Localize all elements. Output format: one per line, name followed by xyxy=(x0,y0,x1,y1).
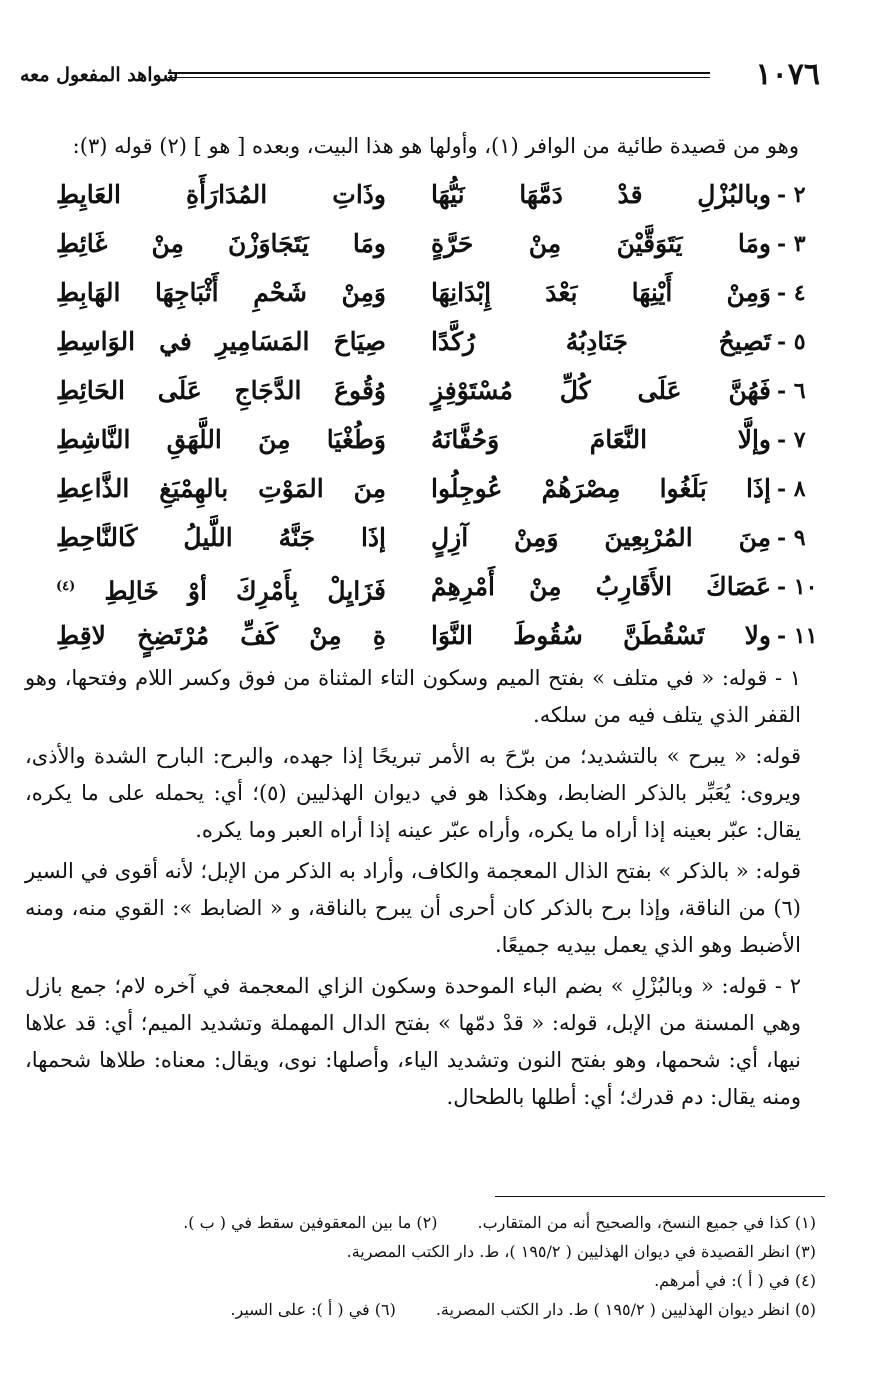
footnote-text: (١) كذا في جميع النسخ، والصحيح أنه من المتقارب. xyxy=(477,1213,816,1232)
footnotes xyxy=(40,1208,816,1324)
commentary xyxy=(25,660,801,1120)
verse-second-text: وَطُغْيَا مِنَ اللَّهَقِ النَّاشِطِ xyxy=(56,425,386,454)
verse-first-hemistich: فَهُنَّ عَلَى كُلِّ مُسْتَوْفِزٍ xyxy=(431,376,771,405)
footnote-text: (٤) في ( أ ): في أمرهم. xyxy=(654,1271,816,1290)
verse-first-hemistich: وبالبُزْلِ قدْ دَمَّهَا نَيُّهَا xyxy=(431,180,771,209)
verse-second-text: وذَاتِ المُدَارَأَةِ العَايِطِ xyxy=(56,180,386,209)
footnote-text: (٦) في ( أ ): على السير. xyxy=(230,1300,396,1319)
verse-number: ١١ - xyxy=(777,623,818,649)
footnote-line xyxy=(40,1208,816,1237)
verse-second-hemistich xyxy=(56,368,386,414)
footnote-line xyxy=(40,1266,816,1295)
verse-number: ٥ - xyxy=(777,329,806,355)
verse-second-text: فَزَايِلْ بِأَمْرِكَ أوْ خَالِطِ xyxy=(104,576,386,606)
verse-first-hemistich: مِنَ المُرْبِعِينَ وَمِنْ آزِلٍ xyxy=(431,523,771,552)
page-header xyxy=(20,55,820,95)
verse-line xyxy=(0,515,891,561)
verse-first-hemistich: عَصَاكَ الأَقَارِبُ مِنْ أَمْرِهِمْ xyxy=(431,572,771,601)
verse-line xyxy=(0,466,891,512)
verse-number: ٣ - xyxy=(777,231,806,257)
footnote-text: (٣) انظر القصيدة في ديوان الهذليين ( ١٩٥/٢ )، ط. دار الكتب المصرية. xyxy=(346,1242,816,1261)
running-head: شواهد المفعول معه xyxy=(20,64,179,86)
verse-line xyxy=(0,319,891,365)
verse-first-hemistich: تَصِيحُ جَنَادِبُهُ رُكَّدًا xyxy=(431,327,771,356)
verse-second-hemistich xyxy=(56,564,386,614)
commentary-paragraph: ٢ - قوله: « وبالبُزْلِ » بضم الباء الموحدة وسكون الزاي المعجمة في آخره لام؛ جمع بازل وهي المسنة من الإبل، قوله: « قدْ دمّها » بفتح الدال المهملة وتشديد الميم؛ أي: قد علاها نيها، أي: شحمها، وهو بفتح النون وتشديد الياء، وأصلها: نوى، ويقال: معناه: طلاها شحمها، ومنه يقال: دم قدرك؛ أي: أطلها بالطحال. xyxy=(25,974,801,1109)
verse-first-hemistich: وَمِنْ أَيْنِهَا بَعْدَ إِبْدَانِهَا xyxy=(431,278,771,307)
verse-first-hemistich: ومَا يَتَوَقَّيْنَ مِنْ حَرَّةٍ xyxy=(431,229,771,258)
verse-second-text: وَمِنْ شَحْمِ أَثْبَاجِهَا الهَابِطِ xyxy=(56,278,386,307)
footnote-rule xyxy=(495,1196,825,1197)
verse-line xyxy=(0,172,891,218)
verse-second-hemistich xyxy=(56,172,386,218)
verse-line xyxy=(0,368,891,414)
verse-second-hemistich xyxy=(56,466,386,512)
intro-paragraph: وهو من قصيدة طائية من الوافر (١)، وأولها هو هذا البيت، وبعده [ هو ] (٢) قوله (٣): xyxy=(72,134,799,158)
verse-line xyxy=(0,270,891,316)
verse-second-hemistich xyxy=(56,270,386,316)
verse-number: ٢ - xyxy=(777,182,806,208)
verse-second-text: صِيَاحَ المَسَامِيرِ في الوَاسِطِ xyxy=(56,327,386,356)
verse-line xyxy=(0,221,891,267)
verse-number: ١٠ - xyxy=(777,574,818,600)
verse-second-text: مِنَ المَوْتِ بالهِمْيَغِ الذَّاعِطِ xyxy=(56,474,386,503)
footnote-marker: (٤) xyxy=(56,579,76,594)
verse-second-text: ومَا يَتَجَاوَزْنَ مِنْ غَائِطِ xyxy=(56,229,386,258)
verse-second-hemistich xyxy=(56,319,386,365)
verse-number: ٧ - xyxy=(777,427,806,453)
verse-number: ٨ - xyxy=(777,476,806,502)
header-rule xyxy=(168,72,710,78)
commentary-paragraph: قوله: « يبرح » بالتشديد؛ من برّحَ به الأمر تبريحًا إذا جهده، والبرح: البارح الشدة والأذى، ويروى: يُعَبِّر بالذكر الضابط، وهكذا هو في ديوان الهذليين (٥)؛ أي: يحمله على ما يكره، يقال: عبّر بعينه إذا أراه ما يكره، وأراه عبّر عينه إذا أراه العبر وما يكره. xyxy=(25,744,801,842)
verse-second-text: وُقُوعَ الدَّجَاجِ عَلَى الحَائِطِ xyxy=(56,376,386,405)
verse-second-hemistich xyxy=(56,221,386,267)
footnote-line xyxy=(40,1295,816,1324)
verse-first-hemistich: إذَا بَلَغُوا مِصْرَهُمْ عُوجِلُوا xyxy=(431,474,771,503)
verse-second-text: ةِ مِنْ كَفِّ مُرْتَضِخٍ لاقِطِ xyxy=(56,621,386,650)
commentary-paragraph: قوله: « بالذكر » بفتح الذال المعجمة والكاف، وأراد به الذكر من الإبل؛ لأنه أقوى في السير (٦) من الناقة، وإذا برح بالذكر كان أحرى أن يبرح بالناقة، و « الضابط »: القوي منه، ومنه الأضبط وهو الذي يعمل بيديه جميعًا. xyxy=(25,859,801,957)
verse-line xyxy=(0,417,891,463)
footnote-text: (٢) ما بين المعقوفين سقط في ( ب ). xyxy=(183,1213,438,1232)
verse-second-hemistich xyxy=(56,515,386,561)
footnote-text: (٥) انظر ديوان الهذليين ( ١٩٥/٢ ) ط. دار الكتب المصرية. xyxy=(435,1300,816,1319)
verse-second-hemistich xyxy=(56,613,386,659)
page-number: ١٠٧٦ xyxy=(755,57,820,92)
verse-second-text: إذَا جَنَّهُ اللَّيلُ كَالنَّاحِطِ xyxy=(56,523,386,552)
verse-number: ٤ - xyxy=(777,280,806,306)
verse-first-hemistich: وإلَّا النَّعَامَ وَحُفَّانَهُ xyxy=(431,425,771,454)
verse-number: ٩ - xyxy=(777,525,806,551)
commentary-paragraph: ١ - قوله: « في متلف » بفتح الميم وسكون التاء المثناة من فوق وكسر اللام وفتحها، وهو القفر الذي يتلف فيه من سلكه. xyxy=(25,666,801,727)
verse-second-hemistich xyxy=(56,417,386,463)
verse-number: ٦ - xyxy=(777,378,806,404)
verse-line xyxy=(0,613,891,659)
verse-first-hemistich: ولا تَسْقُطَنَّ سُقُوطَ النَّوَا xyxy=(431,621,771,650)
footnote-line xyxy=(40,1237,816,1266)
verse-line xyxy=(0,564,891,610)
